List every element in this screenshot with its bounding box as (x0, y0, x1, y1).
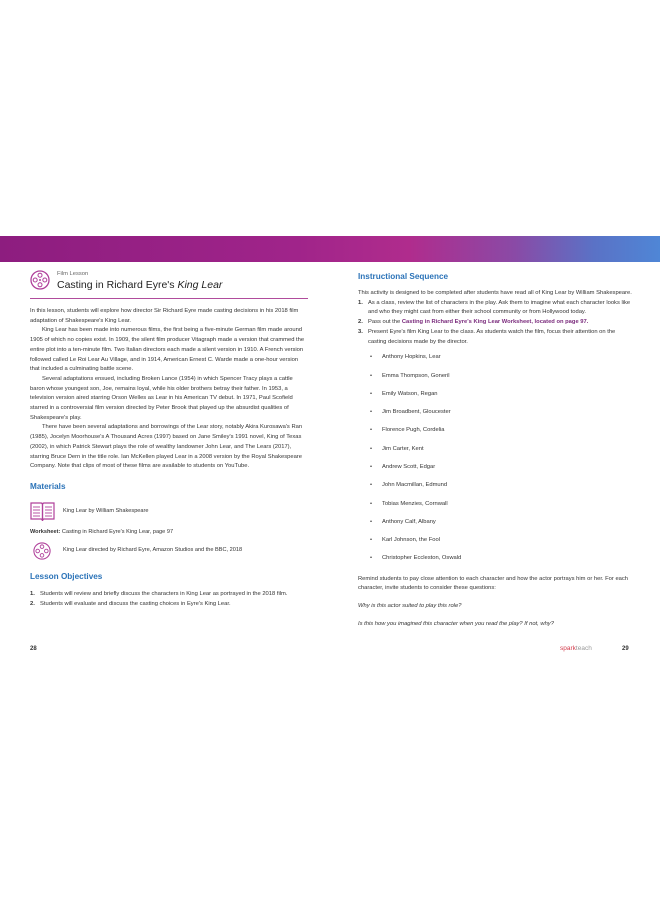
remind-text: Remind students to pay close attention to each character and how the actor portrays him or her. For each character, invite students to consider these questions: (358, 575, 629, 592)
sequence-intro: This activity is designed to be completed after students have read all of King Lear by William Shakespeare. (358, 290, 632, 296)
list-item: 1. As a class, review the list of characters in the play. Ask them to imagine what each character looks like and who they might cast from either their school community or from Hollywood today. (358, 299, 631, 316)
film-reel-icon (30, 270, 50, 290)
objectives-list (30, 590, 308, 609)
list-item: • Anthony Hopkins, Lear (370, 354, 441, 361)
list-item: 1. Students will review and briefly discuss the characters in King Lear as portrayed in the 2018 film. (30, 590, 288, 597)
question-2: Is this how you imagined this character when you read the play? If not, why? (358, 620, 554, 627)
list-item: • Florence Pugh, Cordelia (370, 427, 445, 434)
paragraph: In this lesson, students will explore how director Sir Richard Eyre made casting decisions in his 2018 film adaptation of Shakespeare's King Lear. (30, 308, 299, 324)
brand-logo: sparkteach (560, 645, 592, 652)
material-book-row (30, 501, 308, 522)
material-film-text: King Lear directed by Richard Eyre, Amazon Studios and the BBC, 2018 (63, 547, 243, 554)
material-book-text: King Lear by William Shakespeare (63, 507, 149, 514)
header-gradient-banner (0, 236, 660, 262)
right-page (358, 268, 634, 630)
worksheet-line: Worksheet: Casting in Richard Eyre's King Lear, page 97 (30, 528, 174, 535)
list-item: • Anthony Calf, Albany (370, 518, 436, 525)
cast-list (358, 353, 634, 573)
list-item: 3. Present Eyre's film King Lear to the class. As students watch the film, focus their attention on the casting decisions made by the director. (358, 328, 616, 345)
open-book-icon (30, 501, 55, 522)
steps-list (358, 299, 634, 348)
objectives-heading: Lesson Objectives (30, 571, 103, 581)
list-item: • Jim Carter, Kent (370, 445, 424, 452)
left-page (30, 268, 308, 609)
list-item: • Andrew Scott, Edgar (370, 464, 436, 470)
list-item: 2. Students will evaluate and discuss the casting choices in Eyre's King Lear. (30, 600, 231, 607)
paragraph: Several adaptations ensued, including Broken Lance (1954) in which Spencer Tracy plays a cattle baron whose youngest son, Joe, remains loyal, while his older brothers betray their father. In 1953, a television version aired starring Orson Welles as Lear in his American TV debut. In 1971, Paul Scofield starred in a controversial film version directed by Peter Brook that played up the absurdist qualities of Shakespeare's play. (30, 375, 293, 421)
list-item: • Emily Watson, Regan (370, 390, 438, 397)
title-rule (30, 298, 308, 299)
page-number-right: 29 (622, 646, 629, 652)
page-number-left: 28 (30, 646, 37, 652)
material-film-row (33, 542, 308, 560)
intro-text (30, 307, 308, 472)
lesson-header (30, 268, 308, 300)
materials-heading: Materials (30, 481, 66, 491)
lesson-title: Casting in Richard Eyre's King Lear (57, 279, 223, 291)
sequence-heading: Instructional Sequence (358, 272, 449, 281)
lesson-kicker: Film Lesson (57, 271, 89, 277)
paragraph: There have been several adaptations and borrowings of the Lear story, notably Akira Kurosawa's Ran (1985), Jocelyn Moorhouse's A Thousand Acres (1997) based on Jane Smiley's 1991 novel, King of Texas (2002), in which Patrick Stewart plays the role of wealthy landowner John Lear, and The Lears (2017), starring Bruce Dern in the title role. Ian McKellen played Lear in a 2008 version by the Royal Shakespeare Company. Note that clips of most of these films are available to students on YouTube. (30, 424, 303, 470)
list-item: • Emma Thompson, Goneril (370, 372, 450, 379)
list-item: • Tobias Menzies, Cornwall (370, 500, 448, 507)
paragraph: King Lear has been made into numerous films, the first being a five-minute German film made around 1905 of which no copies exist. In 1909, the silent film producer Vitagraph made a version that crammed the entire plot into a ten-minute film. Two Italian directors each made a silent version in 1910. A French version followed called Le Roi Lear Au Village, and in 1914, American Ernest C. Warde made a one-hour version that included a culminating battle scene. (30, 327, 305, 373)
list-item: • Jim Broadbent, Gloucester (370, 409, 451, 416)
question-1: Why is this actor suited to play this role? (358, 603, 462, 610)
list-item: • John Macmillan, Edmund (370, 482, 448, 489)
list-item: • Karl Johnson, the Fool (370, 537, 441, 544)
list-item: 2. Pass out the Casting in Richard Eyre's King Lear Worksheet, located on page 97. (358, 319, 589, 326)
list-item: • Christopher Eccleston, Oswald (370, 555, 462, 562)
film-reel-icon (33, 542, 51, 560)
